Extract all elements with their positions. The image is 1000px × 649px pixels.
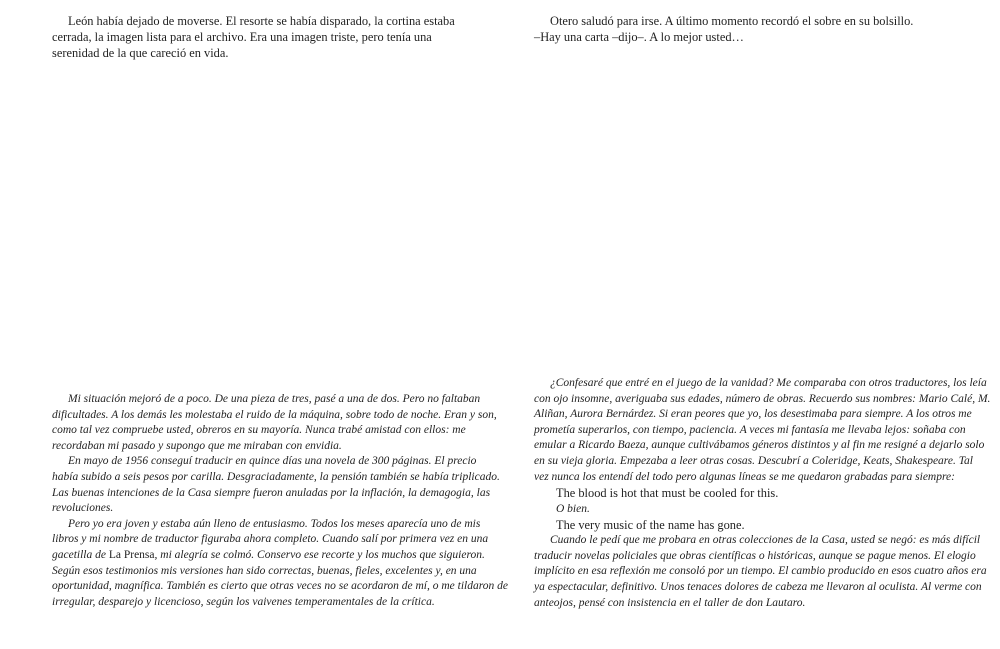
paragraph bbox=[534, 376, 991, 485]
text-line bbox=[36, 548, 485, 564]
paragraph bbox=[534, 13, 964, 45]
text-fragment: , mi alegría se colmó. Conservo ese recorte y los muchos que siguieron. bbox=[154, 548, 485, 561]
paragraph bbox=[534, 533, 987, 611]
text-line: oportunidad, magnífica. También es cierto que otras veces no se acordaron de mí, o me tildaron de bbox=[52, 580, 509, 593]
text-line: Las buenas intenciones de la Casa siempre fueron anuladas por la inflación, la demagogia, las bbox=[52, 486, 491, 499]
quote-line: The blood is hot that must be cooled for this. bbox=[556, 486, 779, 501]
text-line: Según esos testimonios mis versiones han sido correctas, buenas, fieles, excelentes y, en una bbox=[52, 564, 477, 577]
page-bottom-right-text bbox=[534, 376, 991, 611]
text-line: implícito en esa reflexión me consoló por un tiempo. El cambio producido en esos cuatro años era bbox=[534, 565, 987, 578]
text-line: Cuando le pedí que me probara en otras colecciones de la Casa, usted se negó: es más difícil bbox=[550, 534, 981, 547]
newspaper-title: La Prensa bbox=[108, 548, 155, 561]
text-line: ¿Confesaré que entré en el juego de la vanidad? Me comparaba con otros traductores, los leía bbox=[550, 377, 987, 389]
paragraph bbox=[52, 517, 509, 611]
text-line: revoluciones. bbox=[52, 502, 114, 515]
text-line: Otero saludó para irse. A último momento recordó el sobre en su bolsillo. bbox=[550, 14, 914, 28]
page-top-right-text bbox=[534, 13, 964, 45]
text-line: emular a Ricardo Baeza, aunque cultivábamos géneros distintos y al fin me resigné a dejarlo solo bbox=[534, 439, 985, 452]
text-line: irregular, desparejo y licencioso, según los vaivenes temperamentales de la crítica. bbox=[52, 595, 435, 608]
text-line: En mayo de 1956 conseguí traducir en quince días una novela de 300 páginas. El precio bbox=[68, 455, 477, 468]
page-top-left-text bbox=[52, 13, 482, 61]
text-line: con ojo insomne, averiguaba sus edades, número de obras. Recuerdo sus nombres: Mario Calé, M. bbox=[534, 392, 991, 405]
text-line: anteojos, pensé con insistencia en el taller de don Lautaro. bbox=[534, 596, 806, 609]
text-line: cerrada, la imagen lista para el archivo. Era una imagen triste, pero tenía una bbox=[52, 30, 432, 44]
text-line: había subido a seis pesos por carilla. Desgraciadamente, la pensión también se había triplicado. bbox=[52, 470, 500, 483]
page-bottom-left-text bbox=[52, 392, 509, 610]
paragraph bbox=[52, 454, 500, 516]
text-line: –Hay una carta –dijo–. A lo mejor usted… bbox=[534, 30, 744, 44]
text-line: Pero yo era joven y estaba aún lleno de entusiasmo. Todos los meses aparecía uno de mis bbox=[68, 517, 481, 530]
text-line: libros y mi nombre de traductor figuraba ahora completo. Cuando salí por primera vez en una bbox=[52, 533, 489, 546]
text-line: como tal vez compruebe usted, obreros en su mayoría. Nunca trabé amistad con ellos: me bbox=[52, 424, 466, 437]
text-fragment: gacetilla de bbox=[52, 548, 109, 561]
text-line: ya espectacular, definitivo. Unos tenaces dolores de cabeza me llevaron al oculista. Al verme con bbox=[534, 580, 982, 593]
quote-line: The very music of the name has gone. bbox=[556, 518, 745, 533]
quote-line: O bien. bbox=[556, 503, 590, 516]
text-line: vez nunca los entendí del todo pero algunas líneas se me quedaron grabadas para siempre: bbox=[534, 470, 955, 483]
text-line: Aliñan, Aurora Bernárdez. Si eran peores que yo, los desestimaba para siempre. A los otros me bbox=[534, 408, 972, 421]
paragraph bbox=[52, 392, 497, 454]
text-line: serenidad de la que careció en vida. bbox=[52, 46, 229, 60]
text-line: Mi situación mejoró de a poco. De una pieza de tres, pasé a una de dos. Pero no faltaban bbox=[68, 393, 481, 405]
text-line: recordaban mi pasado y supongo que me miraban con envidia. bbox=[52, 439, 342, 452]
text-line: en su vieja gloria. Empezaba a leer otras cosas. Descubrí a Coleridge, Keats, Shakespeare. Tal bbox=[534, 454, 973, 467]
text-line: dificultades. A los demás les molestaba el ruido de la máquina, sobre todo de noche. Eran y son, bbox=[52, 408, 497, 421]
text-line: traducir novelas policiales que obras científicas o históricas, aunque se pague menos. El elogio bbox=[534, 549, 976, 562]
paragraph bbox=[52, 13, 482, 61]
text-line: León había dejado de moverse. El resorte se había disparado, la cortina estaba bbox=[68, 14, 455, 28]
text-line: prometía superarlos, con tiempo, paciencia. A veces mi fantasía me llevaba lejos: soñaba con bbox=[534, 423, 966, 436]
